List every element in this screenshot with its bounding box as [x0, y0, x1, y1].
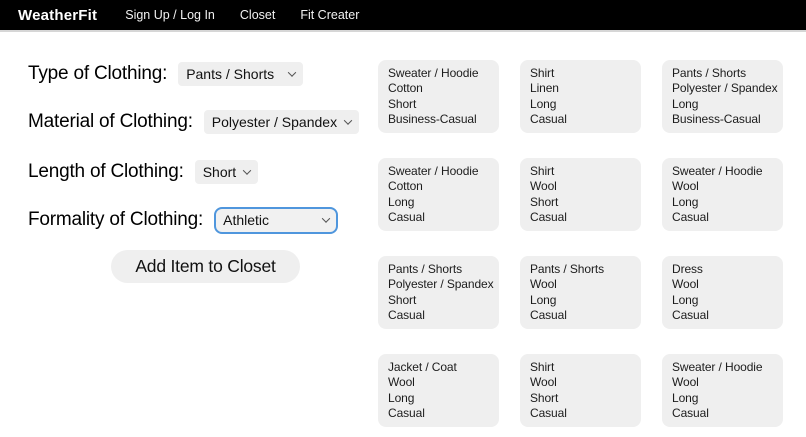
chevron-down-icon — [322, 214, 330, 222]
item-length: Long — [672, 390, 699, 405]
item-length: Long — [388, 390, 415, 405]
item-material: Cotton — [388, 81, 423, 96]
item-type: Shirt — [530, 360, 555, 374]
item-material: Wool — [530, 277, 557, 292]
item-type: Pants / Shorts — [672, 66, 746, 80]
item-length: Long — [388, 194, 415, 209]
closet-item-card — [662, 256, 783, 329]
length-select[interactable] — [195, 160, 258, 184]
closet-item-card — [520, 158, 641, 231]
item-material: Wool — [672, 277, 699, 292]
closet-item-card — [662, 354, 783, 427]
navbar — [0, 0, 806, 32]
item-type: Sweater / Hoodie — [388, 164, 479, 178]
item-formality: Casual — [672, 406, 709, 421]
item-formality: Casual — [530, 406, 567, 421]
item-material: Polyester / Spandex — [388, 277, 494, 292]
chevron-down-icon — [243, 166, 251, 174]
item-length: Long — [530, 96, 557, 111]
closet-grid — [378, 60, 783, 427]
closet-item-card — [378, 60, 499, 133]
item-length: Long — [672, 194, 699, 209]
item-material: Linen — [530, 81, 559, 96]
length-label: Length of Clothing: — [28, 161, 184, 182]
add-item-button[interactable]: Add Item to Closet — [111, 250, 300, 283]
type-select[interactable] — [178, 62, 303, 86]
item-material: Wool — [530, 179, 557, 194]
item-type: Sweater / Hoodie — [672, 164, 763, 178]
type-label: Type of Clothing: — [28, 63, 168, 84]
closet-item-card — [378, 354, 499, 427]
form-row-material — [28, 108, 359, 136]
item-material: Wool — [672, 375, 699, 390]
item-formality: Casual — [530, 210, 567, 225]
item-material: Cotton — [388, 179, 423, 194]
closet-item-card — [520, 256, 641, 329]
closet-item-card — [378, 256, 499, 329]
item-formality: Casual — [672, 308, 709, 323]
formality-select[interactable] — [214, 207, 338, 234]
item-length: Short — [388, 292, 417, 307]
item-formality: Casual — [388, 308, 425, 323]
item-type: Jacket / Coat — [388, 360, 457, 374]
item-type: Sweater / Hoodie — [388, 66, 479, 80]
material-select-value: Polyester / Spandex — [211, 114, 338, 130]
item-type: Shirt — [530, 66, 555, 80]
item-formality: Casual — [672, 210, 709, 225]
item-material: Wool — [530, 375, 557, 390]
item-type: Pants / Shorts — [530, 262, 604, 276]
item-length: Short — [530, 390, 559, 405]
chevron-down-icon — [344, 116, 352, 124]
nav-fit-creater[interactable]: Fit Creater — [300, 8, 360, 22]
item-material: Polyester / Spandex — [672, 81, 778, 96]
brand-logo[interactable]: WeatherFit — [18, 6, 98, 24]
nav-closet[interactable]: Closet — [239, 8, 276, 22]
item-type: Pants / Shorts — [388, 262, 462, 276]
closet-item-card — [662, 158, 783, 231]
item-type: Sweater / Hoodie — [672, 360, 763, 374]
length-select-value: Short — [202, 164, 237, 180]
item-length: Short — [530, 194, 559, 209]
chevron-down-icon — [288, 68, 296, 76]
item-formality: Business-Casual — [388, 112, 477, 127]
item-type: Dress — [672, 262, 703, 276]
form-row-type — [28, 60, 303, 88]
item-formality: Casual — [530, 308, 567, 323]
nav-links — [125, 8, 359, 22]
item-length: Long — [530, 292, 557, 307]
closet-item-card — [662, 60, 783, 133]
form-row-formality — [28, 206, 338, 234]
material-select[interactable] — [204, 110, 359, 134]
formality-label: Formality of Clothing: — [28, 209, 204, 230]
item-formality: Casual — [388, 406, 425, 421]
item-material: Wool — [388, 375, 415, 390]
item-formality: Casual — [530, 112, 567, 127]
item-formality: Casual — [388, 210, 425, 225]
item-length: Long — [672, 292, 699, 307]
closet-item-card — [378, 158, 499, 231]
item-length: Long — [672, 96, 699, 111]
closet-item-card — [520, 354, 641, 427]
formality-select-value: Athletic — [223, 212, 270, 228]
nav-signup-login[interactable]: Sign Up / Log In — [125, 8, 215, 22]
item-formality: Business-Casual — [672, 112, 761, 127]
type-select-value: Pants / Shorts — [186, 66, 275, 82]
closet-item-card — [520, 60, 641, 133]
item-length: Short — [388, 96, 417, 111]
material-label: Material of Clothing: — [28, 111, 193, 132]
form-row-length — [28, 158, 258, 186]
item-material: Wool — [672, 179, 699, 194]
item-type: Shirt — [530, 164, 555, 178]
